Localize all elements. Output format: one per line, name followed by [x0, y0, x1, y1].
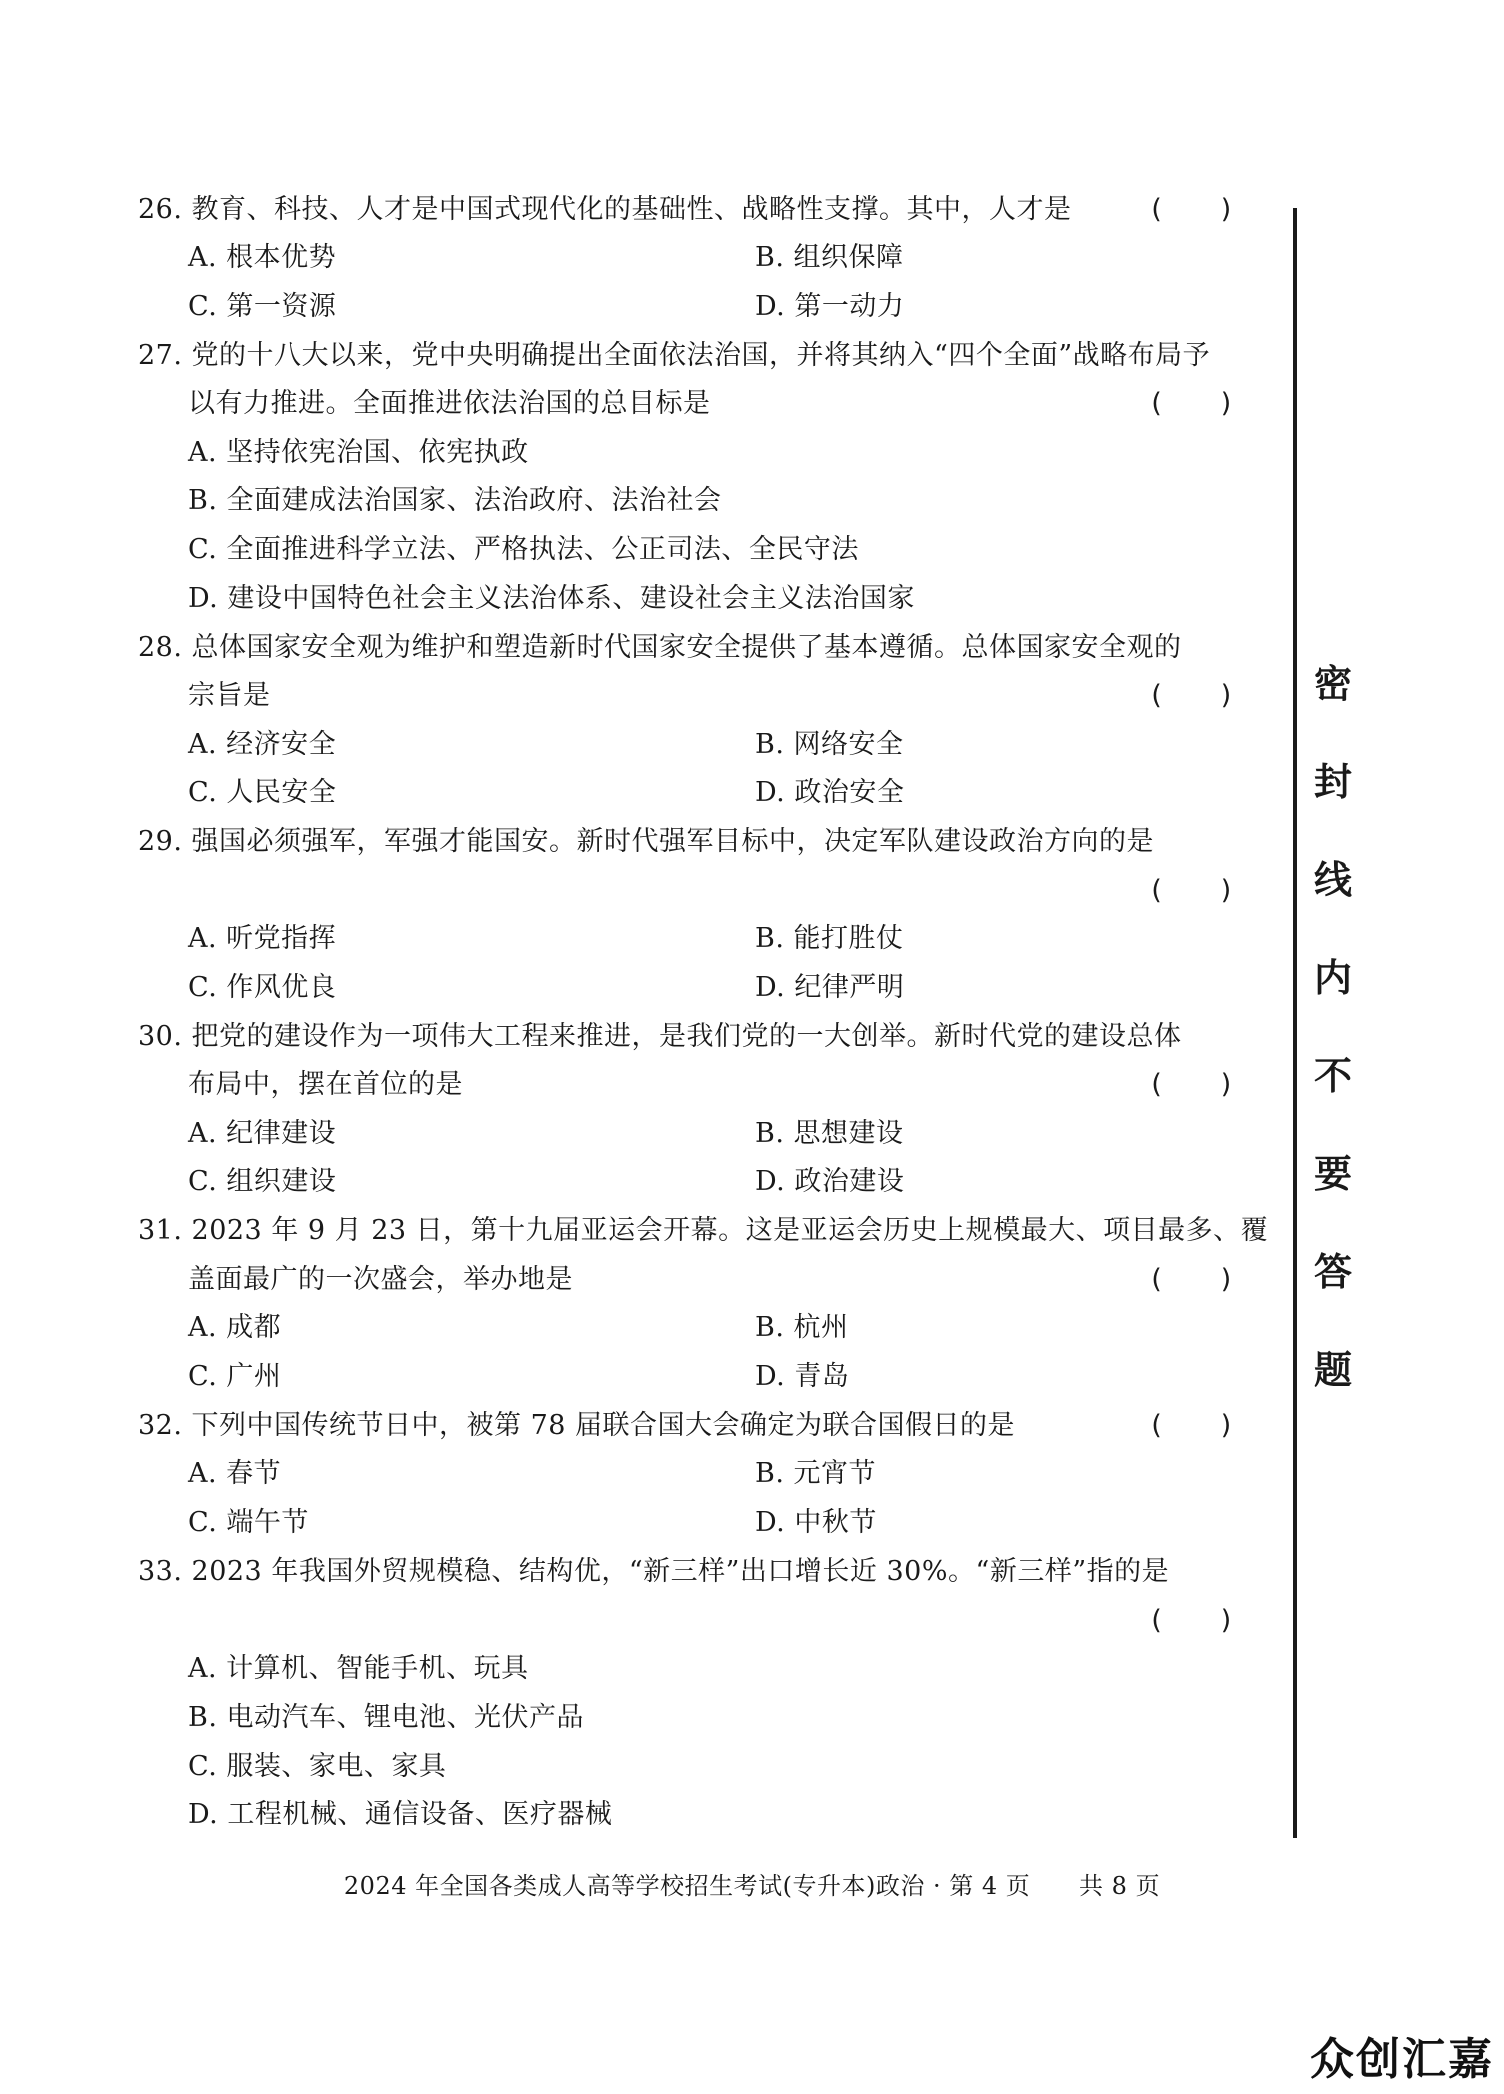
- option-b: B. 杭州: [755, 1312, 849, 1343]
- footer-page-total: 共 8 页: [1079, 1872, 1161, 1900]
- option-c: C. 人民安全: [188, 777, 337, 808]
- option-b: B. 电动汽车、锂电池、光伏产品: [188, 1702, 585, 1733]
- option-a: A. 成都: [188, 1312, 282, 1343]
- option-d: D. 建设中国特色社会主义法治体系、建设社会主义法治国家: [188, 583, 915, 614]
- option-d: D. 中秋节: [755, 1507, 877, 1538]
- option-a: A. 坚持依宪治国、依宪执政: [188, 437, 529, 468]
- option-b: B. 组织保障: [755, 242, 904, 273]
- option-a: A. 计算机、智能手机、玩具: [188, 1653, 529, 1684]
- option-a: A. 经济安全: [188, 729, 337, 760]
- option-c: C. 端午节: [188, 1507, 309, 1538]
- option-d: D. 工程机械、通信设备、医疗器械: [188, 1799, 613, 1830]
- question-stem: 29. 强国必须强军，军强才能国安。新时代强军目标中，决定军队建设政治方向的是: [138, 826, 1155, 857]
- option-d: D. 政治建设: [755, 1166, 905, 1197]
- seal-char: 答: [1313, 1250, 1352, 1294]
- answer-paren: ( ): [1148, 680, 1235, 711]
- seal-line: [1293, 208, 1297, 1838]
- question-stem-continued: 宗旨是: [188, 680, 271, 711]
- option-c: C. 全面推进科学立法、严格执法、公正司法、全民守法: [188, 534, 859, 565]
- answer-paren: ( ): [1148, 1069, 1235, 1100]
- seal-char: 内: [1313, 956, 1352, 1000]
- option-c: C. 广州: [188, 1361, 282, 1392]
- option-b: B. 元宵节: [755, 1458, 877, 1489]
- option-d: D. 青岛: [755, 1361, 850, 1392]
- option-d: D. 纪律严明: [755, 972, 905, 1003]
- option-c: C. 组织建设: [188, 1166, 337, 1197]
- option-b: B. 全面建成法治国家、法治政府、法治社会: [188, 485, 722, 516]
- option-c: C. 第一资源: [188, 291, 337, 322]
- question-stem: 30. 把党的建设作为一项伟大工程来推进，是我们党的一大创举。新时代党的建设总体: [138, 1021, 1182, 1052]
- seal-char: 线: [1313, 858, 1352, 902]
- question-stem: 32. 下列中国传统节日中，被第 78 届联合国大会确定为联合国假日的是: [138, 1410, 1016, 1441]
- answer-paren: ( ): [1148, 388, 1235, 419]
- answer-paren: ( ): [1148, 1410, 1235, 1441]
- option-b: B. 网络安全: [755, 729, 904, 760]
- question-stem: 31. 2023 年 9 月 23 日，第十九届亚运会开幕。这是亚运会历史上规模最大、项目最多、覆: [138, 1215, 1269, 1246]
- seal-char: 不: [1313, 1054, 1352, 1098]
- option-c: C. 作风优良: [188, 972, 337, 1003]
- question-stem-continued: 以有力推进。全面推进依法治国的总目标是: [188, 388, 711, 419]
- option-c: C. 服装、家电、家具: [188, 1751, 447, 1782]
- seal-char: 题: [1313, 1348, 1352, 1392]
- answer-paren: ( ): [1148, 194, 1235, 225]
- option-d: D. 第一动力: [755, 291, 905, 322]
- option-a: A. 根本优势: [188, 242, 337, 273]
- page-footer: [0, 1870, 1504, 1902]
- answer-paren: ( ): [1148, 875, 1235, 906]
- seal-char: 要: [1313, 1152, 1352, 1196]
- answer-paren: ( ): [1148, 1264, 1235, 1295]
- question-stem: 28. 总体国家安全观为维护和塑造新时代国家安全提供了基本遵循。总体国家安全观的: [138, 632, 1182, 663]
- seal-char: 密: [1313, 662, 1352, 706]
- question-stem-continued: 盖面最广的一次盛会，举办地是: [188, 1264, 573, 1295]
- option-d: D. 政治安全: [755, 777, 905, 808]
- question-stem: 26. 教育、科技、人才是中国式现代化的基础性、战略性支撑。其中，人才是: [138, 194, 1072, 225]
- option-b: B. 思想建设: [755, 1118, 904, 1149]
- question-stem: 27. 党的十八大以来，党中央明确提出全面依法治国，并将其纳入“四个全面”战略布局予: [138, 340, 1211, 371]
- option-b: B. 能打胜仗: [755, 923, 904, 954]
- option-a: A. 纪律建设: [188, 1118, 337, 1149]
- seal-char: 封: [1313, 760, 1352, 804]
- option-a: A. 春节: [188, 1458, 282, 1489]
- question-stem: 33. 2023 年我国外贸规模稳、结构优，“新三样”出口增长近 30%。“新三样”指的是: [138, 1556, 1170, 1587]
- footer-page-info: 2024 年全国各类成人高等学校招生考试(专升本)政治 · 第 4 页: [343, 1872, 1031, 1900]
- option-a: A. 听党指挥: [188, 923, 337, 954]
- answer-paren: ( ): [1148, 1605, 1235, 1636]
- question-stem-continued: 布局中，摆在首位的是: [188, 1069, 463, 1100]
- watermark-logo: 众创汇嘉: [1310, 2034, 1494, 2085]
